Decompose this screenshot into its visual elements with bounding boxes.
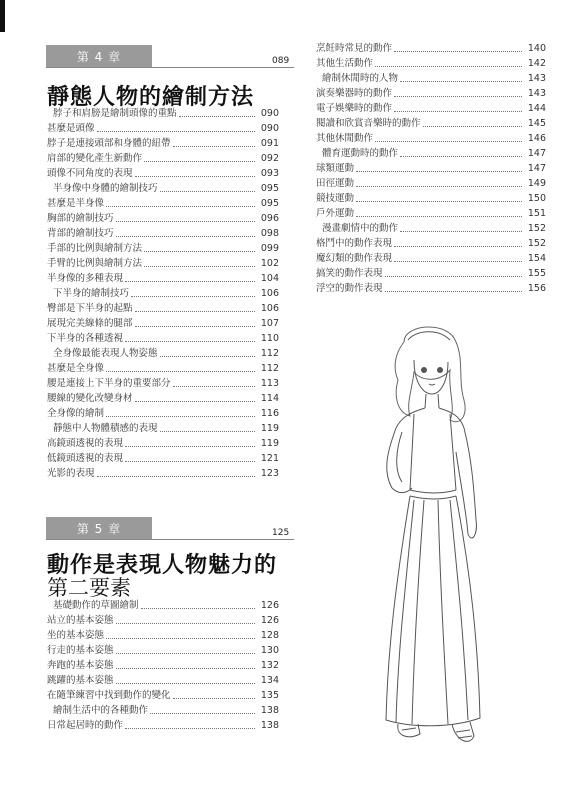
toc-entry-title: 坐的基本姿態 — [47, 630, 105, 641]
toc-entry-title: 田徑運動 — [316, 178, 355, 189]
chapter-4-page-number: 089 — [272, 56, 290, 66]
toc-entry-title: 烹飪時常見的動作 — [316, 43, 393, 54]
toc-entry — [47, 165, 279, 180]
toc-entry-page: 090 — [260, 123, 279, 134]
toc-entry-title: 高鏡頭透視的表現 — [47, 438, 124, 449]
toc-entry-page: 143 — [527, 88, 546, 99]
toc-dot-leader — [400, 81, 522, 82]
toc-entry-page: 155 — [527, 268, 546, 279]
toc-entry-title: 全身像最能表現人物姿態 — [53, 348, 158, 359]
toc-entry-title: 繪制生活中的各種動作 — [53, 705, 149, 716]
toc-entry — [316, 280, 546, 295]
toc-entry — [316, 235, 546, 250]
toc-entry-title: 其他休閒動作 — [316, 133, 374, 144]
toc-entry-page: 121 — [260, 453, 279, 464]
toc-dot-leader — [135, 401, 255, 402]
toc-dot-leader — [356, 201, 522, 202]
toc-dot-leader — [116, 683, 255, 684]
toc-dot-leader — [356, 186, 522, 187]
toc-dot-leader — [135, 311, 255, 312]
toc-dot-leader — [423, 126, 522, 127]
toc-dot-leader — [173, 386, 255, 387]
toc-entry-title: 全身像的繪制 — [47, 408, 105, 419]
toc-entry-title: 下半身的各種透視 — [47, 333, 124, 344]
toc-entry-page: 146 — [527, 133, 546, 144]
toc-entry-page: 128 — [260, 630, 279, 641]
toc-entry — [316, 70, 546, 85]
toc-entry-title: 下半身的繪制技巧 — [53, 288, 130, 299]
toc-dot-leader — [135, 176, 255, 177]
toc-entry-page: 093 — [260, 168, 279, 179]
toc-dot-leader — [135, 326, 255, 327]
toc-dot-leader — [106, 416, 255, 417]
toc-entry — [47, 420, 279, 435]
toc-entry — [47, 687, 279, 702]
toc-entry-title: 演奏樂器時的動作 — [316, 88, 393, 99]
toc-dot-leader — [116, 653, 255, 654]
toc-dot-leader — [375, 141, 522, 142]
toc-entry-page: 156 — [527, 283, 546, 294]
toc-entry-title: 背部的繪制技巧 — [47, 228, 114, 239]
toc-entry — [316, 175, 546, 190]
toc-dot-leader — [150, 713, 255, 714]
toc-entry-page: 095 — [260, 183, 279, 194]
toc-entry — [47, 672, 279, 687]
toc-dot-leader — [400, 156, 522, 157]
toc-entry — [47, 702, 279, 717]
toc-entry — [316, 265, 546, 280]
toc-dot-leader — [125, 461, 255, 462]
toc-entry — [47, 210, 279, 225]
toc-entry — [47, 255, 279, 270]
toc-entry — [47, 225, 279, 240]
toc-entry-page: 145 — [527, 118, 546, 129]
toc-dot-leader — [116, 668, 255, 669]
toc-entry-title: 跳躍的基本姿態 — [47, 675, 114, 686]
toc-entry-page: 112 — [260, 363, 279, 374]
chapter-5-title-line-1: 動作是表現人物魅力的 — [47, 553, 278, 578]
toc-dot-leader — [131, 296, 255, 297]
toc-entry-title: 行走的基本姿態 — [47, 645, 114, 656]
toc-dot-leader — [144, 161, 255, 162]
corner-crop-mark — [0, 0, 5, 32]
toc-dot-leader — [160, 191, 255, 192]
toc-entry-title: 腰是連接上下半身的重要部分 — [47, 378, 171, 389]
toc-entry — [47, 105, 279, 120]
toc-dot-leader — [394, 246, 522, 247]
toc-entry-title: 半身像的多種表現 — [47, 273, 124, 284]
toc-entry-page: 147 — [527, 148, 546, 159]
toc-dot-leader — [141, 608, 255, 609]
toc-entry-page: 119 — [260, 438, 279, 449]
toc-entry-title: 手臂的比例與繪制方法 — [47, 258, 143, 269]
toc-entry-title: 浮空的動作表現 — [316, 283, 383, 294]
toc-entry-title: 靜態中人物體積感的表現 — [53, 423, 158, 434]
toc-entry — [316, 115, 546, 130]
toc-entry — [47, 270, 279, 285]
toc-entry — [47, 150, 279, 165]
toc-entry-page: 151 — [527, 208, 546, 219]
toc-dot-leader — [173, 698, 255, 699]
toc-entry-title: 閱讀和欣賞音樂時的動作 — [316, 118, 421, 129]
toc-dot-leader — [385, 291, 522, 292]
toc-entry — [47, 360, 279, 375]
toc-entry — [316, 250, 546, 265]
toc-entry — [316, 100, 546, 115]
toc-dot-leader — [125, 341, 255, 342]
toc-entry — [47, 627, 279, 642]
toc-entry-page: 138 — [260, 720, 279, 731]
toc-entry — [316, 40, 546, 55]
toc-entry — [47, 345, 279, 360]
toc-entry-page: 106 — [260, 303, 279, 314]
toc-entry — [47, 405, 279, 420]
chapter-5-rule — [46, 539, 294, 540]
toc-entry-page: 104 — [260, 273, 279, 284]
chapter-5-page-number: 125 — [272, 528, 290, 538]
toc-entry-title: 球類運動 — [316, 163, 355, 174]
toc-entry-title: 競技運動 — [316, 193, 355, 204]
chapter-4-tab: 第 4 章 — [46, 45, 152, 67]
toc-entry — [47, 642, 279, 657]
toc-entry — [316, 160, 546, 175]
toc-dot-leader — [125, 446, 255, 447]
toc-dot-leader — [173, 146, 255, 147]
toc-entry-title: 搞笑的動作表現 — [316, 268, 383, 279]
toc-entry-page: 143 — [527, 73, 546, 84]
toc-entry-page: 147 — [527, 163, 546, 174]
toc-dot-leader — [375, 66, 522, 67]
toc-dot-leader — [394, 96, 522, 97]
toc-entry — [47, 330, 279, 345]
toc-dot-leader — [116, 236, 255, 237]
toc-entry-title: 肩部的變化產生新動作 — [47, 153, 143, 164]
toc-entry — [47, 717, 279, 732]
toc-entry — [47, 135, 279, 150]
toc-dot-leader — [125, 281, 255, 282]
toc-dot-leader — [106, 371, 255, 372]
toc-entry-title: 半身像中身體的繪制技巧 — [53, 183, 158, 194]
chapter-5-title-line-2: 第二要素 — [47, 576, 131, 600]
toc-entry-title: 脖子和肩膀是繪制頭像的重點 — [53, 108, 177, 119]
toc-dot-leader — [385, 276, 522, 277]
toc-entry-title: 臀部是下半身的起點 — [47, 303, 133, 314]
toc-entry-page: 134 — [260, 675, 279, 686]
toc-entry-page: 149 — [527, 178, 546, 189]
toc-entry-title: 戶外運動 — [316, 208, 355, 219]
toc-entry — [316, 130, 546, 145]
toc-dot-leader — [125, 728, 255, 729]
toc-entry-page: 107 — [260, 318, 279, 329]
toc-entry — [47, 240, 279, 255]
toc-entry — [47, 597, 279, 612]
toc-dot-leader — [160, 356, 255, 357]
toc-entry-page: 152 — [527, 223, 546, 234]
toc-dot-leader — [356, 171, 522, 172]
toc-entry-page: 098 — [260, 228, 279, 239]
toc-entry-page: 123 — [260, 468, 279, 479]
toc-entry-title: 展現完美線條的腿部 — [47, 318, 133, 329]
toc-entry-page: 119 — [260, 423, 279, 434]
toc-entry-page: 114 — [260, 393, 279, 404]
toc-entry — [316, 145, 546, 160]
toc-dot-leader — [116, 623, 255, 624]
toc-entry-title: 體育運動時的動作 — [322, 148, 399, 159]
toc-entry — [47, 315, 279, 330]
toc-entry-page: 113 — [260, 378, 279, 389]
toc-entry — [47, 390, 279, 405]
chapter-4-title: 靜態人物的繪制方法 — [47, 85, 255, 110]
toc-entry-page: 140 — [527, 43, 546, 54]
toc-dot-leader — [144, 251, 255, 252]
toc-entry-page: 142 — [527, 58, 546, 69]
toc-entry — [316, 220, 546, 235]
toc-dot-leader — [179, 116, 255, 117]
toc-dot-leader — [356, 216, 522, 217]
toc-dot-leader — [106, 638, 255, 639]
toc-entry — [47, 285, 279, 300]
toc-entry-title: 在隨筆練習中找到動作的變化 — [47, 690, 171, 701]
right-column-toc — [316, 40, 546, 295]
toc-entry-page: 091 — [260, 138, 279, 149]
toc-dot-leader — [144, 266, 255, 267]
toc-entry-page: 135 — [260, 690, 279, 701]
toc-entry-page: 092 — [260, 153, 279, 164]
toc-entry-page: 106 — [260, 288, 279, 299]
toc-entry — [316, 205, 546, 220]
toc-dot-leader — [97, 131, 255, 132]
toc-entry-title: 魔幻類的動作表現 — [316, 253, 393, 264]
toc-dot-leader — [106, 206, 255, 207]
toc-entry-page: 095 — [260, 198, 279, 209]
toc-dot-leader — [394, 111, 522, 112]
chapter-5-toc — [47, 597, 279, 732]
toc-entry-page: 099 — [260, 243, 279, 254]
chapter-4-toc — [47, 105, 279, 480]
toc-entry-title: 低鏡頭透視的表現 — [47, 453, 124, 464]
toc-entry-page: 152 — [527, 238, 546, 249]
toc-entry-title: 基礎動作的草圖繪制 — [53, 600, 139, 611]
toc-entry-title: 奔跑的基本姿態 — [47, 660, 114, 671]
toc-entry-page: 150 — [527, 193, 546, 204]
toc-entry — [47, 450, 279, 465]
toc-entry — [47, 435, 279, 450]
toc-entry-title: 手部的比例與繪制方法 — [47, 243, 143, 254]
toc-entry — [47, 465, 279, 480]
toc-dot-leader — [160, 431, 255, 432]
toc-entry-title: 甚麼是頭像 — [47, 123, 95, 134]
toc-entry-title: 胸部的繪制技巧 — [47, 213, 114, 224]
toc-entry-title: 其他生活動作 — [316, 58, 374, 69]
toc-entry-title: 光影的表現 — [47, 468, 95, 479]
toc-entry — [316, 55, 546, 70]
toc-entry-page: 144 — [527, 103, 546, 114]
chapter-4-rule — [46, 67, 294, 68]
toc-entry-title: 甚麼是全身像 — [47, 363, 105, 374]
toc-entry — [47, 375, 279, 390]
toc-entry-page: 126 — [260, 615, 279, 626]
toc-entry-title: 漫畫劇情中的動作 — [322, 223, 399, 234]
toc-dot-leader — [400, 231, 522, 232]
toc-entry-page: 102 — [260, 258, 279, 269]
toc-entry — [47, 300, 279, 315]
toc-entry-title: 繪制休閒時的人物 — [322, 73, 399, 84]
toc-entry — [47, 195, 279, 210]
toc-dot-leader — [394, 261, 522, 262]
toc-entry-page: 132 — [260, 660, 279, 671]
toc-entry — [47, 180, 279, 195]
toc-dot-leader — [97, 476, 255, 477]
toc-entry-page: 138 — [260, 705, 279, 716]
toc-entry-title: 站立的基本姿態 — [47, 615, 114, 626]
toc-entry-title: 電子娛樂時的動作 — [316, 103, 393, 114]
toc-entry-page: 126 — [260, 600, 279, 611]
toc-dot-leader — [116, 221, 255, 222]
toc-dot-leader — [394, 51, 522, 52]
toc-entry-title: 腰線的變化改變身材 — [47, 393, 133, 404]
toc-entry-page: 116 — [260, 408, 279, 419]
girl-illustration — [352, 320, 502, 760]
toc-entry — [316, 190, 546, 205]
toc-entry-page: 110 — [260, 333, 279, 344]
toc-entry — [47, 657, 279, 672]
toc-entry-page: 096 — [260, 213, 279, 224]
toc-entry-page: 154 — [527, 253, 546, 264]
toc-entry-page: 112 — [260, 348, 279, 359]
toc-entry — [316, 85, 546, 100]
toc-entry-title: 脖子是連接頭部和身體的紐帶 — [47, 138, 171, 149]
toc-entry — [47, 612, 279, 627]
toc-entry-page: 130 — [260, 645, 279, 656]
toc-entry-title: 日常起居時的動作 — [47, 720, 124, 731]
toc-entry-title: 格鬥中的動作表現 — [316, 238, 393, 249]
toc-entry-title: 頭像不同角度的表現 — [47, 168, 133, 179]
toc-entry-page: 090 — [260, 108, 279, 119]
toc-entry-title: 甚麼是半身像 — [47, 198, 105, 209]
toc-entry — [47, 120, 279, 135]
chapter-5-tab: 第 5 章 — [46, 517, 152, 539]
